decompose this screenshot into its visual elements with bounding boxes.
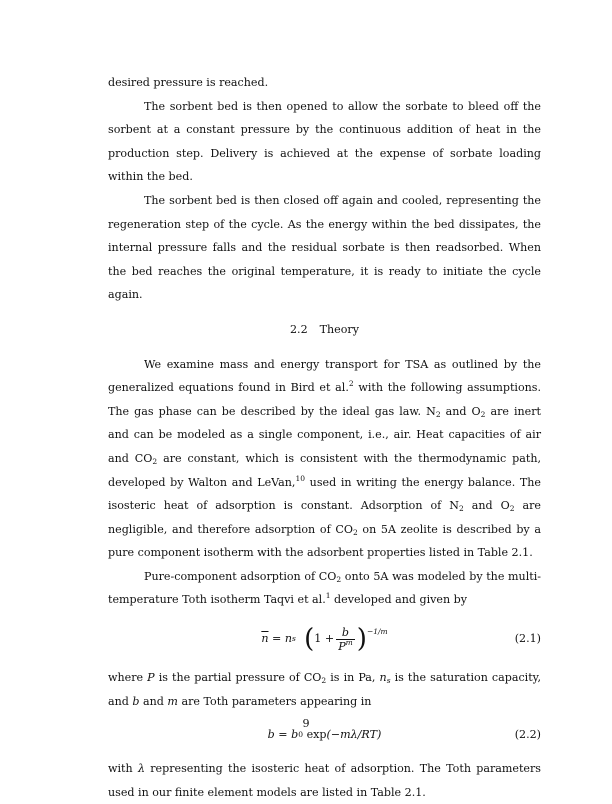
paragraph-theory-assumptions: We examine mass and energy transport for TSA as outlined by the generalized equations found in Bird et al.$^2$ with the following assumptions. The gas phase can be described by the ideal gas law. $N_2$ and $O_2$ are inert and can be modeled as a single component, i.e., air. Heat capacities of air and $CO_2$ are constant, which is consistent with the thermodynamic path, developed by Walton and LeVan,$^{10}$ used in writing the energy balance. The isosteric heat of adsorption is constant. Adsorption of $N_2$ and $O_2$ are negligible, and therefore adsorption of $CO_2$ on 5A zeolite is described by a pure component isotherm with the adsorbent properties listed in Table 2.1.: [108, 357, 542, 560]
equation-number: (2.1): [514, 632, 541, 646]
paragraph-with-lambda: with λ representing the isosteric heat of adsorption. The Toth parameters used in our finite element models are listed in Table 2.1.: [108, 762, 541, 799]
equation-2-1: $\overline{n}$ = n s ( 1 + $\frac{b}{P^m}$ ) −1/m (2.1): [261, 624, 541, 655]
section-heading: [108, 318, 541, 342]
paragraph-where: where P is the partial pressure of $CO_2$ is in Pa, $n_s$ is the saturation capacity, and b and m are Toth parameters appearing in: [108, 671, 541, 708]
equation-number: (2.2): [514, 728, 541, 742]
section-title: Theory: [319, 322, 359, 336]
paragraph-production-step: The sorbent bed is then opened to allow the sorbate to bleed off the sorbent at a constant pressure by the continuous addition of heat in the production step. Delivery is achieved at the expense of sorbate loading within the bed.: [108, 99, 541, 184]
citation-2[interactable]: 2: [348, 379, 354, 389]
paragraph-toth-isotherm: Pure-component adsorption of $CO_2$ onto 5A was modeled by the multi-temperature Toth isotherm Taqvi et al.$^1$ developed and given by: [108, 569, 541, 607]
paragraph-regeneration-step: The sorbent bed is then closed off again and cooled, representing the regeneration step of the cycle. As the energy within the bed dissipates, the internal pressure falls and the residual sorbate is then readsorbed. When the bed reaches the original temperature, it is ready to initiate the cycle again.: [108, 193, 541, 302]
section-number: 2.2: [289, 322, 308, 336]
equation-2-2: b = b 0 exp (−mλ/RT) (2.2): [108, 717, 541, 753]
page-content: [108, 71, 541, 804]
citation-10[interactable]: 10: [295, 473, 306, 483]
paragraph-continuation: desired pressure is reached.: [108, 76, 269, 89]
citation-1[interactable]: 1: [325, 591, 331, 601]
page-number: 9: [302, 717, 310, 730]
